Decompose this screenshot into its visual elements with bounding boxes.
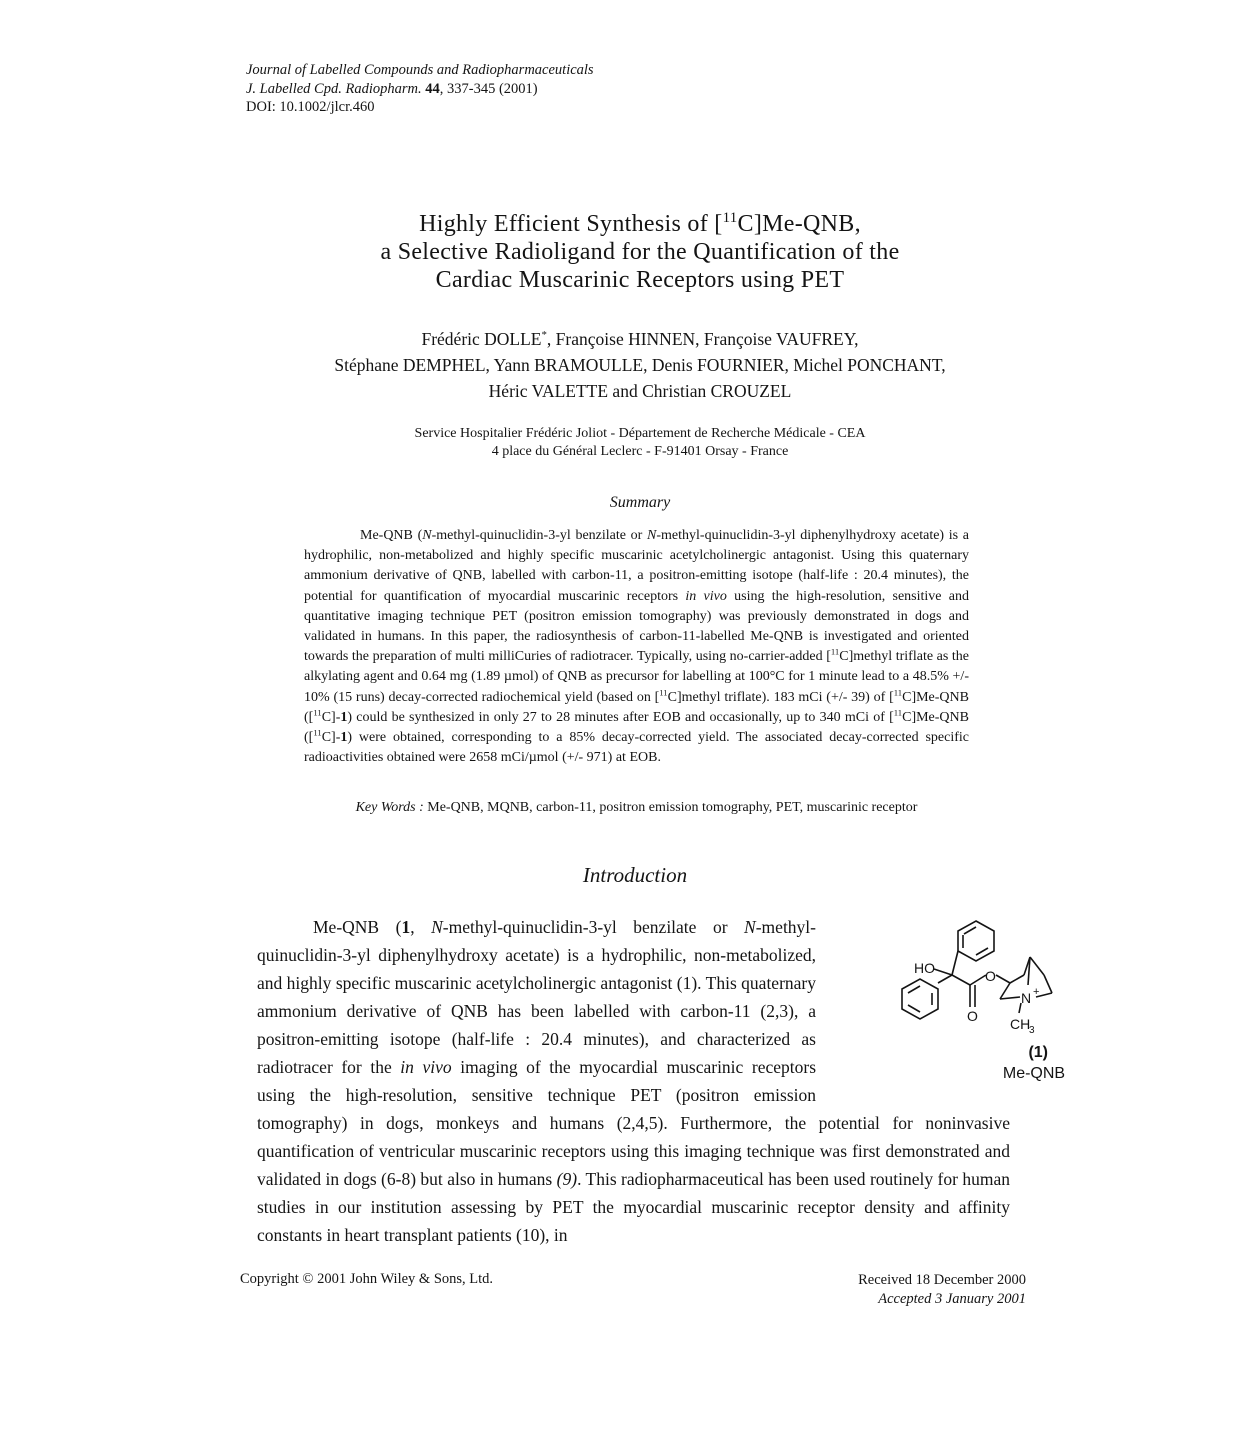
methyl-label: CH (1010, 1016, 1031, 1032)
title-line-2: a Selective Radioligand for the Quantification of the (380, 239, 900, 265)
introduction-body (257, 913, 1066, 1249)
paper-title (300, 210, 980, 294)
affiliation-line-1: Service Hospitalier Frédéric Joliot - Département de Recherche Médicale - CEA (414, 426, 866, 441)
affiliation-line-2: 4 place du Général Leclerc - F-91401 Orsay - France (491, 444, 789, 459)
keywords (304, 800, 969, 816)
introduction-heading: Introduction (582, 863, 688, 887)
title-line-3: Cardiac Muscarinic Receptors using PET (435, 267, 845, 293)
quaternary-nitrogen-label: N (1021, 990, 1032, 1006)
authors-line-3: Héric VALETTE and Christian CROUZEL (488, 381, 792, 401)
journal-name: Journal of Labelled Compounds and Radiopharmaceuticals (246, 62, 594, 78)
summary-abstract (304, 526, 969, 768)
compound-number: (1) (1028, 1044, 1048, 1061)
nitrogen-charge-label: + (1033, 986, 1040, 998)
journal-header (246, 61, 594, 117)
affiliation (330, 425, 950, 461)
title-line-1: Highly Efficient Synthesis of [$^{11}$C]Me-QNB, (419, 210, 861, 237)
authors-line-2: Stéphane DEMPHEL, Yann BRAMOULLE, Denis FOURNIER, Michel PONCHANT, (334, 355, 946, 375)
methyl-subscript: 3 (1029, 1025, 1035, 1036)
accepted-date: Accepted 3 January 2001 (878, 1291, 1026, 1307)
summary-paragraph: Me-QNB (N-methyl-quinuclidin-3-yl benzilate or N-methyl-quinuclidin-3-yl diphenylhydroxy acetate) is a hydrophilic, non-metabolized and highly specific muscarinic acetylcholinergic antagonist. Using this quaternary ammonium derivative of QNB, labelled with carbon-11, a positron-emitting isotope (half-life : 20.4 minutes), the potential for quantification of myocardial muscarinic receptors in vivo using the high-resolution, sensitive and quantitative imaging technique PET (positron emission tomography) was previously demonstrated in dogs and validated in humans. In this paper, the radiosynthesis of carbon-11-labelled Me-QNB is investigated and oriented towards the preparation of multi milliCuries of radiotracer. Typically, using no-carrier-added [$^{11}$C]methyl triflate as the alkylating agent and 0.64 mg (1.89 µmol) of QNB as precursor for labelling at 100°C for 1 minute lead to a 48.5% +/- 10% (15 runs) decay-corrected radiochemical yield (based on [$^{11}$C]methyl triflate). 183 mCi (+/- 39) of [$^{11}$C]Me-QNB ([$^{11}$C]-1) could be synthesized in only 27 to 28 minutes after EOB and occasionally, up to 340 mCi of [$^{11}$C]Me-QNB ([$^{11}$C]-1) were obtained, corresponding to a 85% decay-corrected yield. The associated decay-corrected specific radioactivities obtained were 2658 mCi/µmol (+/- 971) at EOB. (304, 528, 969, 766)
keywords-label: Key Words : (355, 800, 424, 815)
received-accepted-dates (780, 1271, 1026, 1309)
journal-citation: J. Labelled Cpd. Radiopharm. 44, 337-345 (2001) (246, 80, 538, 97)
introduction-paragraph: Me-QNB (1, N-methyl-quinuclidin-3-yl benzilate or N HO O O N + CH 3 (1) Me-QNB -methyl-quinuclidin-3-yl diphenylhydroxy acetate) is a hydrophilic, non-metabolized, and highly specific muscarinic acetylcholinergic antagonist (1). This quaternary ammonium derivative of QNB has been labelled with carbon-11 (2,3), a positron-emitting isotope (half-life : 20.4 minutes), and characterized as radiotracer for the in vivo imaging of the myocardial muscarinic receptors using the high-resolution, sensitive technique PET (positron emission tomography) in dogs, monkeys and humans (2,4,5). Furthermore, the potential for noninvasive quantification of ventricular muscarinic receptors using this imaging technique was first demonstrated and validated in dogs (6-8) but also in humans (9). This radiopharmaceutical has been used routinely for human studies in our institution assessing by PET the myocardial muscarinic receptor density and affinity constants in heart transplant patients (10), in (257, 917, 1066, 1245)
copyright-notice: Copyright © 2001 John Wiley & Sons, Ltd. (240, 1271, 494, 1287)
me-qnb-molecule-drawing (886, 917, 1066, 1085)
received-date: Received 18 December 2000 (858, 1272, 1026, 1288)
carbonyl-oxygen-label: O (967, 1008, 978, 1024)
authors-line-1: Frédéric DOLLE*, Françoise HINNEN, Françoise VAUFREY, (421, 329, 859, 349)
author-list (260, 326, 1020, 404)
compound-name: Me-QNB (1002, 1065, 1066, 1082)
corresponding-author-mark: * (541, 329, 547, 342)
hydroxyl-label: HO (914, 960, 935, 976)
me-qnb-structure-figure (830, 917, 1066, 1085)
keywords-text: Me-QNB, MQNB, carbon-11, positron emission tomography, PET, muscarinic receptor (423, 800, 918, 815)
journal-doi: DOI: 10.1002/jlcr.460 (246, 99, 375, 115)
ester-oxygen-label: O (985, 968, 996, 984)
summary-heading: Summary (609, 494, 671, 511)
